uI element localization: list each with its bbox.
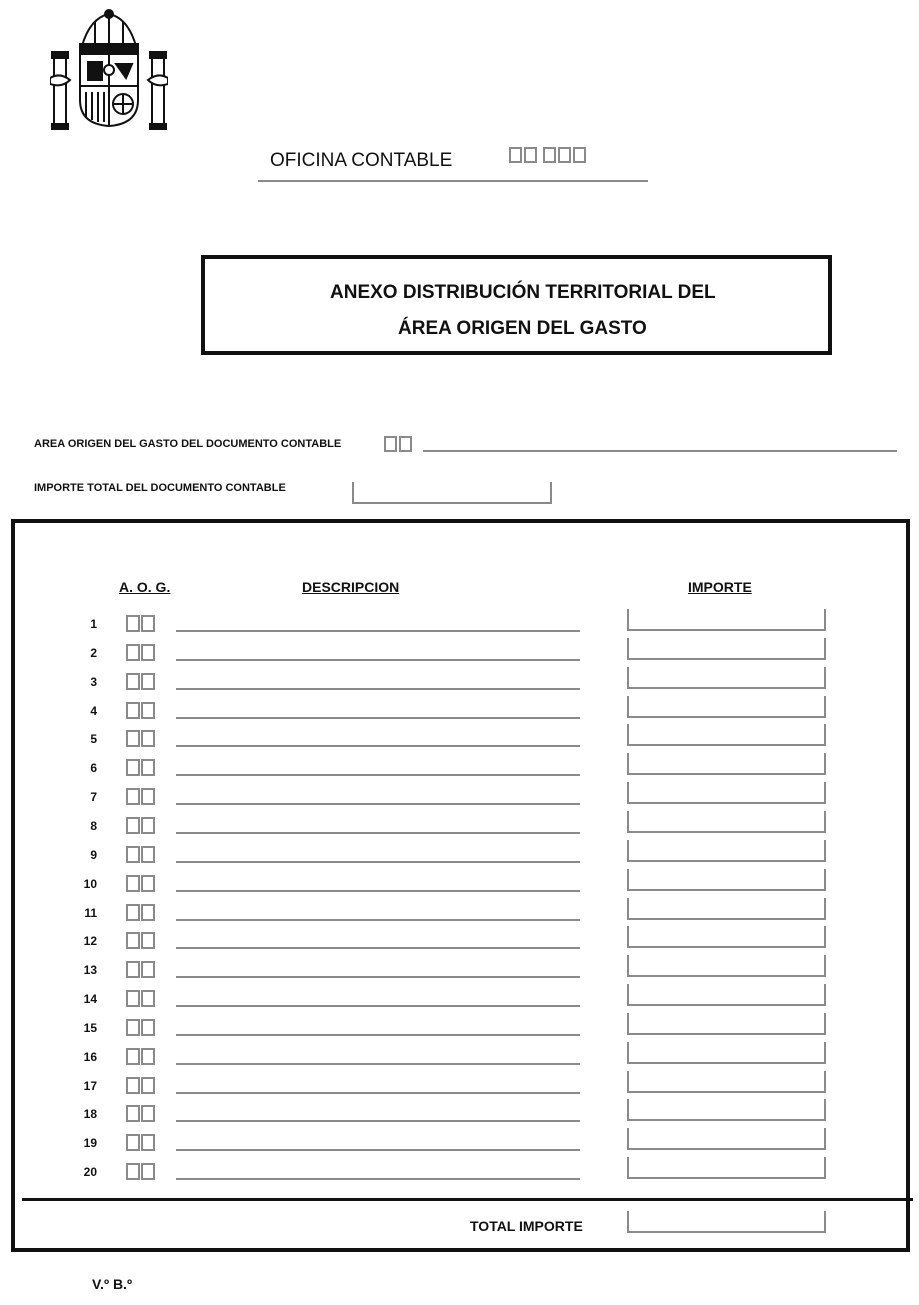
row-number: 8 <box>90 819 97 833</box>
description-line[interactable] <box>176 659 580 661</box>
title-box <box>201 255 832 355</box>
office-code-box[interactable] <box>558 147 571 163</box>
description-line[interactable] <box>176 630 580 632</box>
row-number: 12 <box>83 934 97 948</box>
office-code-box[interactable] <box>573 147 586 163</box>
description-line[interactable] <box>176 1063 580 1065</box>
aog-code-box[interactable] <box>126 673 140 690</box>
description-line[interactable] <box>176 717 580 719</box>
description-line[interactable] <box>176 861 580 863</box>
amount-field[interactable] <box>627 898 826 920</box>
row-number: 11 <box>84 906 97 920</box>
row-number: 9 <box>90 848 97 862</box>
description-line[interactable] <box>176 688 580 690</box>
aog-code-box[interactable] <box>126 875 140 892</box>
aog-code-box[interactable] <box>141 1134 155 1151</box>
amount-field[interactable] <box>627 869 826 891</box>
row-number: 1 <box>90 617 97 631</box>
aog-code-box[interactable] <box>126 1077 140 1094</box>
aog-code-box[interactable] <box>126 1048 140 1065</box>
description-line[interactable] <box>176 1178 580 1180</box>
aog-code-box[interactable] <box>141 788 155 805</box>
description-line[interactable] <box>176 774 580 776</box>
amount-field[interactable] <box>627 1157 826 1179</box>
amount-field[interactable] <box>627 609 826 631</box>
aog-code-box[interactable] <box>141 1019 155 1036</box>
description-line[interactable] <box>176 1092 580 1094</box>
total-amount-row-field[interactable] <box>627 1211 826 1233</box>
amount-field[interactable] <box>627 1013 826 1035</box>
description-line[interactable] <box>176 919 580 921</box>
description-line[interactable] <box>176 1149 580 1151</box>
row-number: 15 <box>83 1021 97 1035</box>
amount-field[interactable] <box>627 1099 826 1121</box>
aog-code-box[interactable] <box>141 615 155 632</box>
approval-label: V.º B.º <box>92 1276 133 1292</box>
amount-field[interactable] <box>627 1071 826 1093</box>
aog-code-box[interactable] <box>126 990 140 1007</box>
total-divider <box>22 1198 913 1201</box>
row-number: 2 <box>90 646 97 660</box>
aog-code-box[interactable] <box>141 846 155 863</box>
aog-code-box[interactable] <box>126 817 140 834</box>
aog-code-box[interactable] <box>141 644 155 661</box>
description-line[interactable] <box>176 803 580 805</box>
row-number: 4 <box>90 704 97 718</box>
office-code-box[interactable] <box>543 147 556 163</box>
row-number: 7 <box>90 790 97 804</box>
aog-code-box[interactable] <box>141 1048 155 1065</box>
aog-code-box[interactable] <box>141 990 155 1007</box>
aog-code-box[interactable] <box>126 702 140 719</box>
row-number: 13 <box>83 963 97 977</box>
row-number: 19 <box>83 1136 97 1150</box>
area-origin-label: AREA ORIGEN DEL GASTO DEL DOCUMENTO CONTABLE <box>34 438 342 450</box>
aog-code-box[interactable] <box>126 615 140 632</box>
coat-of-arms-icon <box>50 8 168 130</box>
aog-code-box[interactable] <box>126 961 140 978</box>
description-line[interactable] <box>176 745 580 747</box>
aog-code-box[interactable] <box>126 1105 140 1122</box>
row-number: 3 <box>90 675 97 689</box>
amount-field[interactable] <box>627 667 826 689</box>
total-amount-field[interactable] <box>352 482 552 504</box>
description-line[interactable] <box>176 1005 580 1007</box>
aog-code-box[interactable] <box>126 1134 140 1151</box>
aog-code-box[interactable] <box>141 702 155 719</box>
aog-code-box[interactable] <box>141 817 155 834</box>
amount-field[interactable] <box>627 1042 826 1064</box>
aog-code-box[interactable] <box>126 1019 140 1036</box>
area-origin-description-line[interactable] <box>423 450 897 452</box>
aog-code-box[interactable] <box>126 1163 140 1180</box>
aog-code-box[interactable] <box>141 673 155 690</box>
row-number: 5 <box>90 732 97 746</box>
row-number: 16 <box>83 1050 97 1064</box>
description-line[interactable] <box>176 890 580 892</box>
aog-code-box[interactable] <box>141 875 155 892</box>
amount-field[interactable] <box>627 955 826 977</box>
document-title-line2: ÁREA ORIGEN DEL GASTO <box>398 318 647 339</box>
document-title-line1: ANEXO DISTRIBUCIÓN TERRITORIAL DEL <box>330 282 716 303</box>
row-number: 6 <box>90 761 97 775</box>
amount-field[interactable] <box>627 638 826 660</box>
aog-code-box[interactable] <box>141 904 155 921</box>
aog-code-box[interactable] <box>141 1163 155 1180</box>
aog-code-box[interactable] <box>141 961 155 978</box>
amount-field[interactable] <box>627 840 826 862</box>
aog-code-box[interactable] <box>141 932 155 949</box>
aog-code-box[interactable] <box>126 932 140 949</box>
aog-code-box[interactable] <box>126 644 140 661</box>
aog-code-box[interactable] <box>126 904 140 921</box>
total-amount-row-label: TOTAL IMPORTE <box>470 1218 583 1234</box>
amount-field[interactable] <box>627 984 826 1006</box>
amount-field[interactable] <box>627 753 826 775</box>
description-line[interactable] <box>176 1034 580 1036</box>
column-header-amount: IMPORTE <box>688 579 752 595</box>
row-number: 20 <box>83 1165 97 1179</box>
aog-code-box[interactable] <box>141 730 155 747</box>
column-header-description: DESCRIPCION <box>302 579 400 595</box>
aog-code-box[interactable] <box>126 730 140 747</box>
amount-field[interactable] <box>627 724 826 746</box>
amount-field[interactable] <box>627 811 826 833</box>
aog-code-box[interactable] <box>126 788 140 805</box>
aog-code-box[interactable] <box>141 1105 155 1122</box>
aog-code-box[interactable] <box>141 1077 155 1094</box>
description-line[interactable] <box>176 976 580 978</box>
amount-field[interactable] <box>627 696 826 718</box>
amount-field[interactable] <box>627 782 826 804</box>
row-number: 14 <box>83 992 97 1006</box>
aog-code-box[interactable] <box>126 846 140 863</box>
description-line[interactable] <box>176 832 580 834</box>
column-header-aog: A. O. G. <box>119 579 171 595</box>
aog-code-box[interactable] <box>126 759 140 776</box>
office-code-box[interactable] <box>524 147 537 163</box>
area-origin-box[interactable] <box>384 436 397 452</box>
office-underline <box>258 180 648 182</box>
row-number: 10 <box>83 877 97 891</box>
amount-field[interactable] <box>627 926 826 948</box>
office-code-box[interactable] <box>509 147 522 163</box>
row-number: 18 <box>83 1107 97 1121</box>
area-origin-box[interactable] <box>399 436 412 452</box>
description-line[interactable] <box>176 947 580 949</box>
office-label: OFICINA CONTABLE <box>270 150 453 171</box>
row-number: 17 <box>83 1079 97 1093</box>
amount-field[interactable] <box>627 1128 826 1150</box>
total-amount-label: IMPORTE TOTAL DEL DOCUMENTO CONTABLE <box>34 482 286 494</box>
aog-code-box[interactable] <box>141 759 155 776</box>
description-line[interactable] <box>176 1120 580 1122</box>
